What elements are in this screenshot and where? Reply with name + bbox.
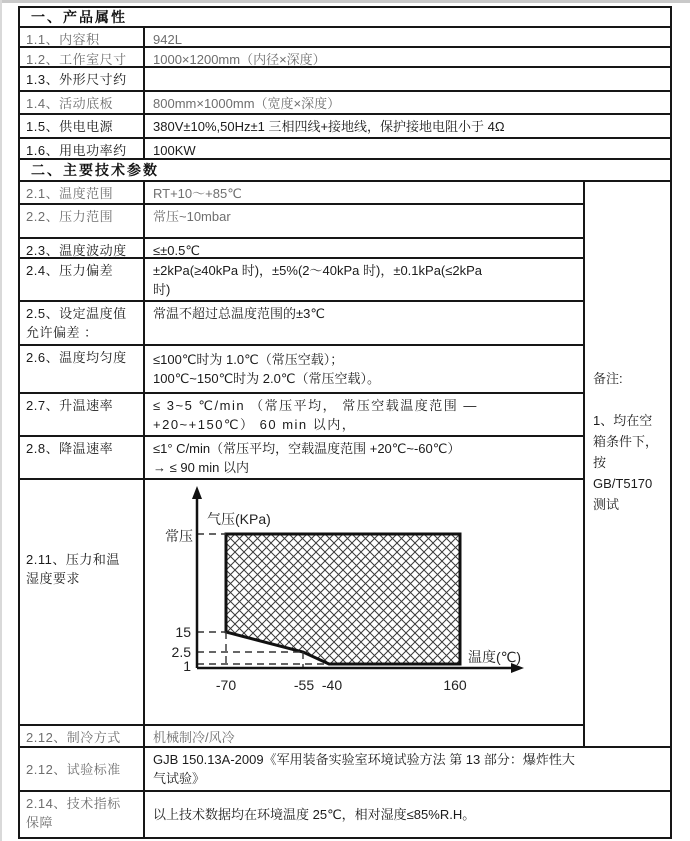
page-left-edge [0, 0, 2, 841]
row-value: 100KW [153, 143, 196, 158]
row-value [145, 748, 670, 790]
x-tick-minus70: -70 [215, 677, 237, 693]
allowed-region-polygon [226, 534, 460, 664]
table-row-2-7 [20, 394, 583, 437]
pressure-temperature-chart [145, 480, 583, 724]
page-top-edge [0, 0, 690, 3]
table-row-2-4 [20, 259, 583, 302]
value-line: ≤100℃时为 1.0℃（常压空载）； [153, 352, 344, 367]
section2-left [20, 182, 585, 746]
table-row-1-1 [20, 28, 670, 48]
table-row-2-12-standard [20, 748, 670, 792]
row-label: 1.5、供电电源 [20, 115, 145, 137]
value-line: 100℃~150℃时为 2.0℃（常压空载）。 [153, 371, 380, 386]
y-tick-normal-pressure: 常压 [165, 528, 193, 544]
row-label [20, 480, 145, 724]
section1-header [20, 8, 670, 28]
row-label: 2.12、制冷方式 [20, 726, 145, 746]
row-label: 2.3、温度波动度 [20, 239, 145, 257]
table-row-1-6 [20, 139, 670, 160]
label-line: 2.11、压力和温 [26, 552, 120, 567]
row-label: 2.8、降温速率 [20, 437, 145, 478]
label-line: 2.14、技术指标 [26, 796, 121, 811]
table-row-2-8 [20, 437, 583, 480]
value-line: ≤ 3~5 ℃/min （常压平均， 常压空载温度范围 — [153, 398, 478, 413]
value-line: ±2kPa(≥40kPa 时)，±5%(2～40kPa 时)，±0.1kPa(≤2kPa [153, 263, 483, 278]
label-line: 2.12、试验标准 [26, 761, 121, 777]
row-value [145, 68, 670, 90]
row-label [20, 302, 145, 344]
y-tick-2-5: 2.5 [171, 644, 191, 660]
section2-header [20, 160, 670, 182]
note-line: 备注: [593, 371, 623, 386]
x-tick-160: 160 [443, 677, 467, 693]
note-line: 箱条件下， [593, 434, 659, 449]
row-value [145, 437, 583, 478]
row-value: 380V±10%,50Hz±1 三相四线+接地线，保护接地电阻小于 4Ω [153, 119, 505, 134]
value-line: 时) [153, 282, 171, 297]
row-value: 1000×1200mm（内径×深度） [153, 52, 326, 66]
note-cell [585, 182, 670, 746]
chart-cell [145, 480, 583, 724]
value-line: +20~+150℃） 60 min 以内， [153, 417, 357, 432]
row-label: 2.4、压力偏差 [20, 259, 145, 300]
value-line: ≤1° C/min（常压平均，空载温度范围 +20℃~-60℃） [153, 441, 461, 456]
spec-table [18, 6, 672, 839]
value-line: 气试验》 [153, 771, 206, 786]
label-line: 2.5、设定温度值 [26, 306, 127, 321]
row-value: 机械制冷/风冷 [153, 730, 235, 745]
row-value [145, 394, 583, 435]
value-line: 以上技术数据均在环境温度 25℃，相对湿度≤85%R.H。 [153, 807, 476, 822]
note-line: 测试 [593, 497, 620, 512]
row-value: 800mm×1000mm（宽度×深度） [153, 96, 341, 111]
table-row-2-6 [20, 346, 583, 394]
note-line: 1、均在空 [593, 413, 653, 428]
row-label: 2.6、温度均匀度 [20, 346, 145, 392]
table-row-2-3 [20, 239, 583, 259]
row-value: ≤±0.5℃ [153, 243, 200, 257]
note-line: 按 [593, 455, 607, 470]
row-label: 1.6、用电功率约 [20, 139, 145, 158]
row-value: 常温不超过总温度范围的±3℃ [153, 306, 325, 321]
y-tick-15: 15 [175, 624, 191, 640]
row-label [20, 748, 145, 790]
row-label: 2.7、升温速率 [20, 394, 145, 435]
row-label: 1.1、内容积 [20, 28, 145, 46]
row-value: RT+10～+85℃ [153, 186, 242, 201]
table-row-2-14 [20, 792, 670, 837]
value-line: GJB 150.13A-2009《军用装备实验室环境试验方法 第 13 部分：爆炸性大 [153, 752, 575, 767]
note-line: GB/T5170 [593, 476, 653, 491]
section2-header-text: 二、主要技术参数 [31, 162, 159, 178]
row-value: 942L [153, 32, 182, 46]
row-label [20, 792, 145, 837]
table-row-2-2 [20, 205, 583, 239]
row-value [145, 346, 583, 392]
y-tick-1: 1 [183, 658, 191, 674]
row-label: 2.1、温度范围 [20, 182, 145, 203]
table-row-1-2 [20, 48, 670, 68]
table-row-2-5 [20, 302, 583, 346]
table-row-1-4 [20, 92, 670, 115]
table-row-2-12-cooling [20, 726, 583, 746]
row-label: 1.2、工作室尺寸 [20, 48, 145, 66]
row-value: 常压~10mbar [153, 209, 231, 224]
row-label: 1.3、外形尺寸约 [20, 68, 145, 90]
row-label: 2.2、压力范围 [20, 205, 145, 237]
table-row-2-11-chart [20, 480, 583, 726]
section2-body [20, 182, 670, 748]
y-axis-arrow [192, 486, 202, 499]
x-tick-minus55: -55 [293, 677, 315, 693]
label-line: 允许偏差 ： [26, 325, 98, 340]
label-line: 保障 [26, 815, 54, 830]
note-line [593, 389, 670, 410]
row-value [145, 259, 583, 300]
table-row-2-1 [20, 182, 583, 205]
table-row-1-5 [20, 115, 670, 139]
section1-header-text: 一、产品属性 [31, 9, 127, 25]
value-line: → ≤ 90 min 以内 [153, 460, 249, 475]
label-line: 湿度要求 [26, 571, 81, 586]
row-label: 1.4、活动底板 [20, 92, 145, 113]
chart-x-axis-label: 温度(℃) [468, 649, 522, 665]
row-value [145, 792, 670, 837]
x-tick-minus40: -40 [321, 677, 343, 693]
table-row-1-3 [20, 68, 670, 92]
chart-y-axis-label: 气压(KPa) [207, 511, 271, 527]
